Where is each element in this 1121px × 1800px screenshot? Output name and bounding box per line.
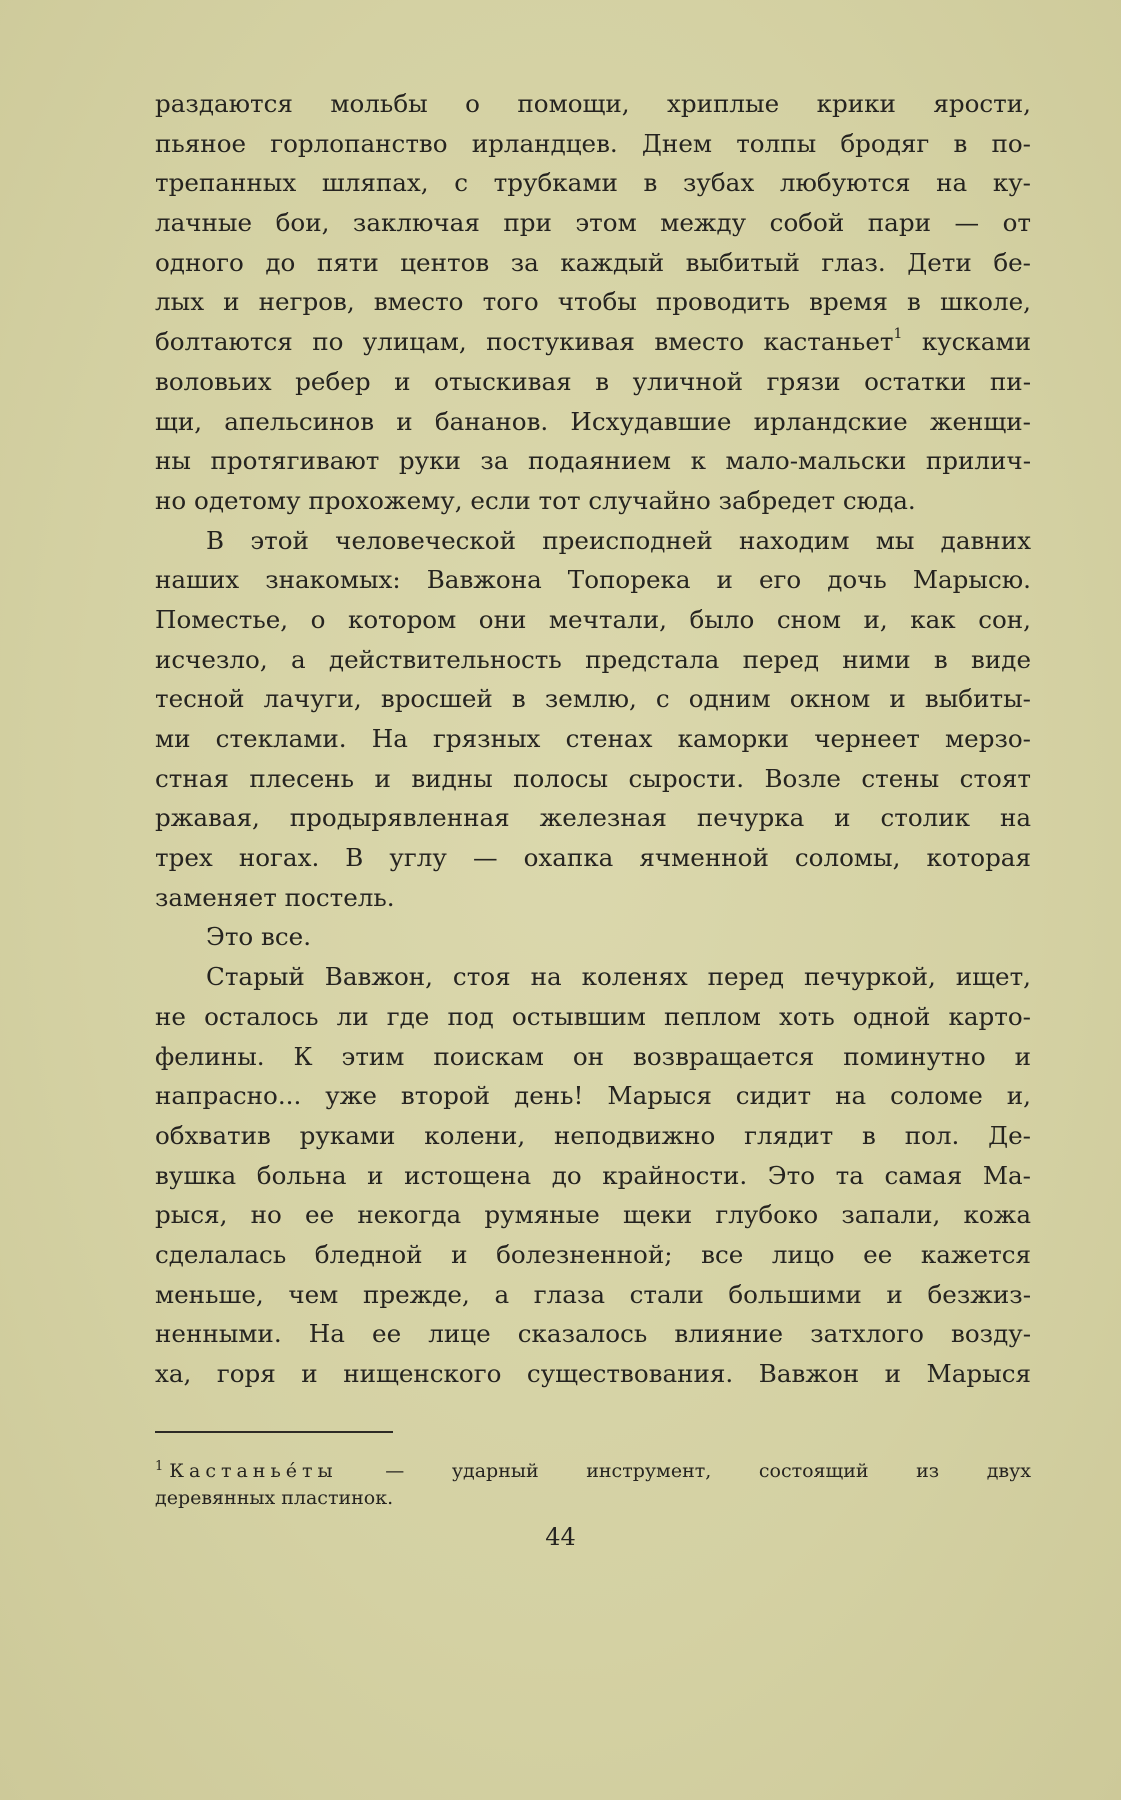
paragraph-start-line: В этой человеческой преисподней находим мы давних: [206, 525, 1031, 555]
paragraph-start-line: Старый Вавжон, стоя на коленях перед печуркой, ищет,: [206, 962, 1031, 992]
text-line: наших знакомых: Вавжона Топорека и его дочь Марысю.: [155, 565, 1031, 595]
page-number: 44: [545, 1523, 576, 1551]
text-line: лачные бои, заключая при этом между собой пари — от: [155, 208, 1031, 238]
footnote: [155, 1458, 1031, 1512]
text-line: меньше, чем прежде, а глаза стали большими и безжиз-: [155, 1279, 1031, 1309]
text-line: исчезло, а действительность предстала перед ними в виде: [155, 644, 1031, 674]
text-line: стная плесень и видны полосы сырости. Возле стены стоят: [155, 763, 1031, 793]
text-line: фелины. К этим поискам он возвращается поминутно и: [155, 1041, 1031, 1071]
text-line: ми стеклами. На грязных стенах каморки чернеет мерзо-: [155, 724, 1031, 753]
text-line-with-footnote-ref: [155, 322, 1031, 362]
text-line: щи, апельсинов и бананов. Исхудавшие ирландские женщи-: [155, 406, 1031, 436]
text-line: ржавая, продырявленная железная печурка и столик на: [155, 803, 1031, 833]
text-line: обхватив руками колени, неподвижно глядит в пол. Де-: [155, 1120, 1031, 1150]
text-line: не осталось ли где под остывшим пеплом хоть одной карто-: [155, 1001, 1031, 1031]
text-line: пьяное горлопанство ирландцев. Днем толпы бродяг в по-: [155, 128, 1031, 158]
text-line: тесной лачуги, вросшей в землю, с одним окном и выбиты-: [155, 684, 1031, 714]
text-line: трепанных шляпах, с трубками в зубах любуются на ку-: [155, 168, 1031, 198]
text-line: но одетому прохожему, если тот случайно забредет сюда.: [155, 485, 916, 515]
footnote-line: [155, 1458, 1031, 1485]
paragraph-start-line: Это все.: [206, 922, 312, 952]
footnote-mark: 1: [155, 1459, 164, 1474]
text-line: лых и негров, вместо того чтобы проводить время в школе,: [155, 287, 1031, 317]
text-line-part: болтаются по улицам, постукивая вместо кастаньет: [155, 327, 894, 357]
footnote-reference[interactable]: 1: [893, 326, 903, 343]
body-text: [155, 84, 1031, 1394]
footnote-divider: [155, 1431, 393, 1433]
text-line: раздаются мольбы о помощи, хриплые крики ярости,: [155, 89, 1031, 118]
text-line: вушка больна и истощена до крайности. Это та самая Ма-: [155, 1160, 1031, 1190]
text-line: одного до пяти центов за каждый выбитый глаз. Дети бе-: [155, 247, 1031, 277]
footnote-definition: — ударный инструмент, состоящий из двух: [385, 1460, 1031, 1482]
text-line: сделалась бледной и болезненной; все лицо ее кажется: [155, 1239, 1031, 1269]
footnote-line: деревянных пластинок.: [155, 1487, 394, 1509]
text-line: напрасно... уже второй день! Марыся сидит на соломе и,: [155, 1081, 1031, 1111]
text-line: Поместье, о котором они мечтали, было сном и, как сон,: [155, 604, 1031, 634]
text-line: ха, горя и нищенского существования. Вавжон и Марыся: [155, 1359, 1031, 1388]
text-line: ненными. На ее лице сказалось влияние затхлого возду-: [155, 1319, 1031, 1349]
text-line: ны протягивают руки за подаянием к мало-мальски прилич-: [155, 446, 1031, 476]
text-line-part: кусками: [921, 327, 1031, 357]
footnote-term: Кастаньéты: [169, 1460, 338, 1482]
text-line: воловьих ребер и отыскивая в уличной грязи остатки пи-: [155, 366, 1031, 396]
text-line: заменяет постель.: [155, 882, 395, 912]
text-line: трех ногах. В углу — охапка ячменной соломы, которая: [155, 843, 1031, 873]
text-line: рыся, но ее некогда румяные щеки глубоко запали, кожа: [155, 1200, 1031, 1230]
